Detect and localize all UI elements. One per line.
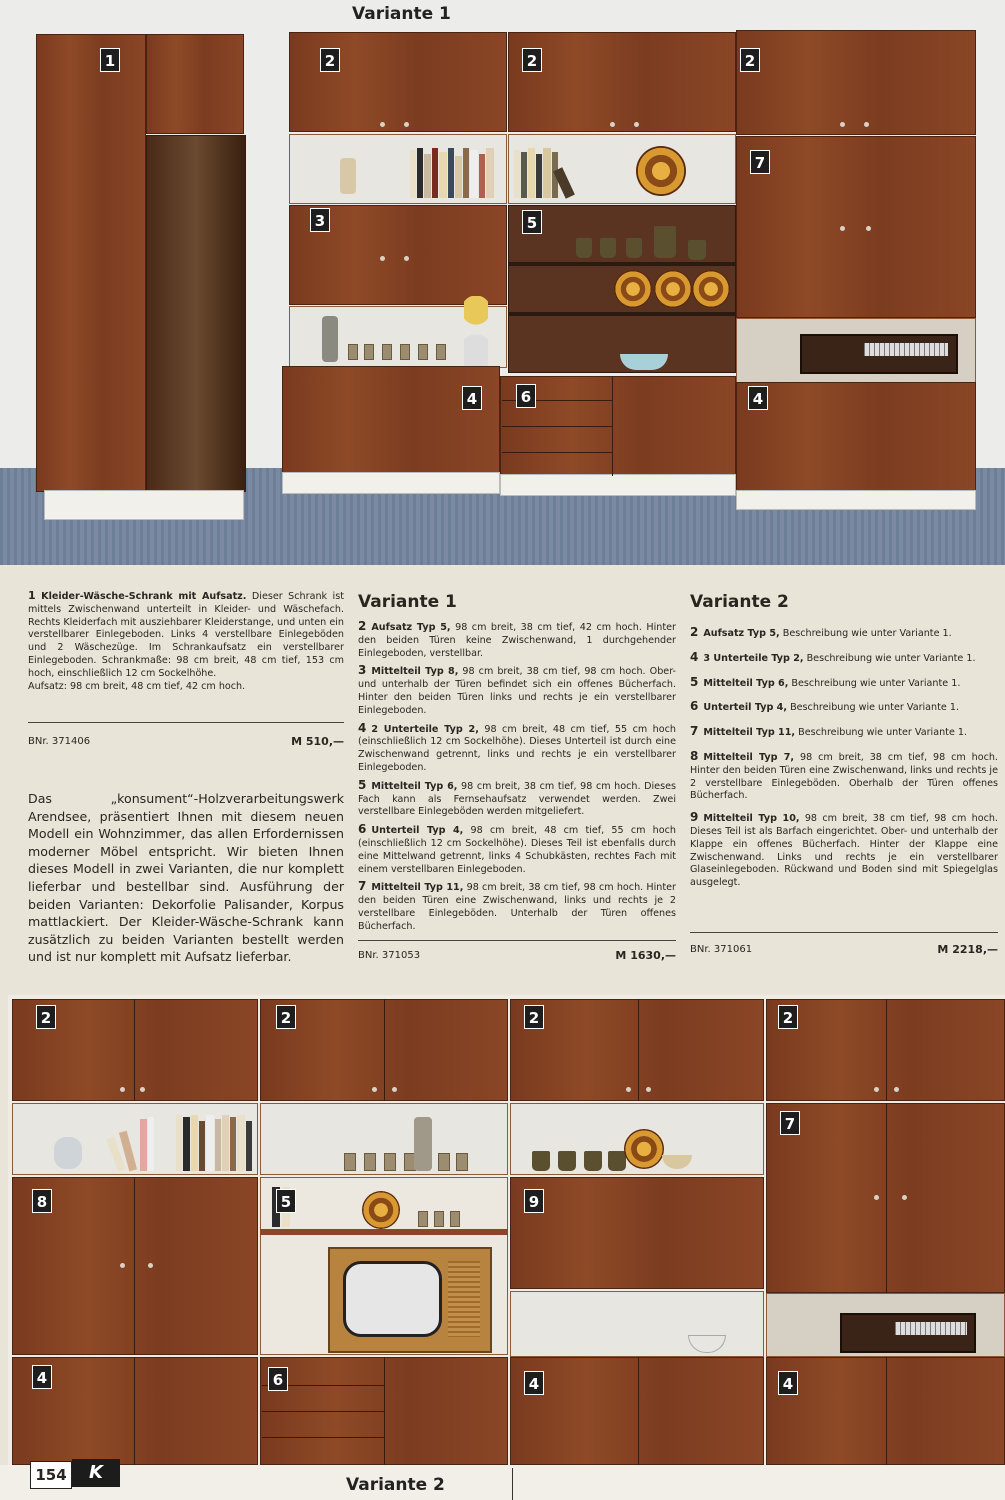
label-5: 5 (522, 210, 542, 234)
label-2: 2 (320, 48, 340, 72)
v2-item (690, 700, 998, 715)
decorative-plate (692, 270, 730, 308)
cup (584, 1151, 602, 1171)
book-row (514, 146, 590, 198)
knob (840, 122, 845, 127)
variante1-bnr: BNr. 371053 (358, 950, 421, 961)
decorative-plate (614, 270, 652, 308)
konsument-logo: K (72, 1459, 120, 1487)
jar (54, 1137, 82, 1169)
v1-item-number: 5 (358, 777, 367, 792)
knob (380, 122, 385, 127)
door-split (886, 999, 887, 1101)
label-2: 2 (524, 1005, 544, 1029)
unit-4-right (736, 382, 976, 492)
door-split (638, 999, 639, 1101)
intro-paragraph: Das „konsument“-Holzverarbeitungswerk Arendsee, präsentiert Ihnen mit diesem neuen Modell ein Wohnzimmer, das allen Erfordernissen moderner Möbel entspricht. Wir bieten Ihnen dieses Modell in zwei Varianten, die nur komplett lieferbar und bestellbar sind. Ausführung der beiden Varianten: Dekorfolie Palisander, Korpus mattlackiert. Der Kleider-Wäsche-Schrank kann zusätzlich zu beiden Varianten bestellt werden und ist nur komplett mit Aufsatz lieferbar. (28, 791, 344, 965)
knob (140, 1087, 145, 1092)
v1-item-title: 2 Unterteile Typ 2, (371, 723, 479, 735)
cup (688, 240, 706, 260)
v2-item-title: Aufsatz Typ 5, (703, 628, 780, 639)
item1-text (28, 590, 344, 693)
item1-title: Kleider-Wäsche-Schrank mit Aufsatz. (41, 591, 247, 602)
item1-body: Dieser Schrank ist mittels Zwischenwand unterteilt in Kleider- und Wäschefach. Rechts Kleiderfach mit ausziehbarer Kleiderstange, und unten ein verstellbarer Einlegeboden. Links 4 verstellbare Einlegeböden und 2 Wäschezüge. Im Schrankaufsatz ein verstellbarer Einlegeboden. Schrankmaße: 98 cm breit, 48 cm tief, 153 cm hoch, einschließlich 12 cm Sockelhöhe. (28, 591, 344, 679)
page-footer (0, 1465, 1005, 1500)
v1-item (358, 823, 676, 876)
v2-item-body: Beschreibung wie unter Variante 1. (782, 628, 952, 639)
v2-item-number: 5 (690, 674, 699, 689)
v2-item (690, 651, 998, 666)
v1-item-title: Aufsatz Typ 5, (371, 622, 451, 633)
v2-item (690, 811, 998, 890)
bottom-photo (8, 995, 1005, 1465)
v1-item (358, 779, 676, 819)
glass (382, 344, 392, 360)
label-2: 2 (522, 48, 542, 72)
knob (392, 1087, 397, 1092)
drawer-line (502, 452, 612, 453)
v2-item (690, 750, 998, 803)
v2-item-body: Beschreibung wie unter Variante 1. (806, 652, 976, 664)
label-2: 2 (276, 1005, 296, 1029)
label-2: 2 (740, 48, 760, 72)
v2-item-body: 98 cm breit, 38 cm tief, 98 cm hoch. Dieses Teil ist als Barfach eingerichtet. Ober- und unterhalb der Klappe ein offenes Bücherfach. Hinter der Klappe eine Zwischenwand. Links und rechts je ein verstellbarer Glaseinlegeboden. Rückwand und Boden sind mit Spiegelglas ausgelegt. (690, 813, 998, 889)
knob (120, 1087, 125, 1092)
v1-item-title: Mittelteil Typ 11, (371, 882, 464, 894)
v2-item-title: Mittelteil Typ 11, (703, 727, 796, 739)
decorative-plate (654, 270, 692, 308)
v1-item-number: 3 (358, 663, 367, 678)
unit-7-doors (736, 136, 976, 318)
bottom-caption: Variante 2 (346, 1475, 445, 1495)
top-photo (0, 0, 1005, 565)
label-4: 4 (32, 1365, 52, 1389)
label-4: 4 (748, 386, 768, 410)
label-4: 4 (778, 1371, 798, 1395)
glass (438, 1153, 450, 1171)
shelf-board (508, 262, 736, 266)
door-split (134, 999, 135, 1101)
unit-9 (510, 1177, 764, 1289)
wardrobe-glass-door (146, 135, 246, 492)
v2-item-title: Unterteil Typ 4, (703, 702, 787, 714)
v1-item (358, 664, 676, 717)
label-2: 2 (778, 1005, 798, 1029)
glass (456, 1153, 468, 1171)
v2-item-number: 8 (690, 748, 699, 763)
v2-item-number: 9 (690, 810, 699, 825)
book-row (410, 146, 504, 198)
knob (874, 1087, 879, 1092)
v2-item-body: Beschreibung wie unter Variante 1. (791, 677, 961, 689)
glass (344, 1153, 356, 1171)
label-9: 9 (524, 1189, 544, 1213)
top-caption: Variante 1 (352, 4, 451, 24)
cup (532, 1151, 550, 1171)
door-split (886, 1357, 887, 1465)
cup (600, 238, 616, 258)
v1-item-title: Mittelteil Typ 8, (371, 666, 459, 678)
knob (646, 1087, 651, 1092)
v2-item (690, 676, 998, 691)
radio (800, 334, 958, 374)
variante1-heading: Variante 1 (358, 592, 457, 612)
knob (404, 122, 409, 127)
glass (364, 344, 374, 360)
glass (400, 344, 410, 360)
glass (364, 1153, 376, 1171)
decorative-plate (636, 146, 686, 196)
knob (874, 1195, 879, 1200)
label-4: 4 (524, 1371, 544, 1395)
shelf-board (260, 1229, 508, 1235)
label-1: 1 (100, 48, 120, 72)
door-split (134, 1177, 135, 1355)
v2-item-number: 2 (690, 625, 699, 639)
v2-item-title: Mittelteil Typ 7, (703, 751, 795, 763)
door-split (638, 1357, 639, 1465)
v1-item-body: 98 cm breit, 38 cm tief, 98 cm hoch. Dieses Fach kann als Fernsehaufsatz verwendet werden. Zwei verstellbare Einlegeböden werden mitgeliefert. (358, 780, 676, 818)
item1-rule (28, 722, 344, 723)
v1-item (358, 722, 676, 775)
glass (436, 344, 446, 360)
v2-item-number: 7 (690, 724, 699, 739)
label-4: 4 (462, 386, 482, 410)
cup (608, 1151, 626, 1171)
unit-2-left (289, 32, 507, 132)
label-7: 7 (780, 1111, 800, 1135)
v1-item-number: 2 (358, 619, 367, 633)
glass (450, 1211, 460, 1227)
label-2: 2 (36, 1005, 56, 1029)
variante2-rule (690, 932, 998, 933)
door-split (134, 1357, 135, 1465)
tv-speaker (448, 1261, 480, 1336)
drawer-line (502, 426, 612, 427)
vase (340, 158, 356, 194)
book-row (112, 1113, 258, 1171)
item1-aufsatz: Aufsatz: 98 cm breit, 48 cm tief, 42 cm hoch. (28, 680, 246, 692)
variante2-items (690, 626, 998, 894)
plinth-left (282, 472, 500, 494)
v1-item-body: 98 cm breit, 48 cm tief, 55 cm hoch (einschließlich 12 cm Sockelhöhe). Dieses Teil ist ebenfalls durch eine Mittelwand getrennt, links 4 Schubkästen, rechtes Fach mit einem verstellbaren Einlegeboden. (358, 825, 676, 875)
knob (866, 226, 871, 231)
wardrobe-top-right (146, 34, 244, 134)
variante2-bnr: BNr. 371061 (690, 944, 753, 955)
open-shelf (510, 1291, 764, 1357)
radio (840, 1313, 976, 1353)
v1-item-body: 98 cm breit, 48 cm tief, 55 cm hoch (einschließlich 12 cm Sockelhöhe). Dieses Unterteil ist durch eine Zwischenwand getrennt, links und rechts je ein verstellbarer Einlegeboden. (358, 723, 676, 773)
door-split (384, 1357, 385, 1465)
door-split (886, 1103, 887, 1293)
knob (894, 1087, 899, 1092)
v1-item (358, 620, 676, 660)
glass (384, 1153, 396, 1171)
v1-item-body: 98 cm breit, 38 cm tief, 98 cm hoch. Hinter den beiden Türen eine Zwischenwand, links und rechts je 2 verstellbare Einlegeböden. Unterhalb der Türen offenes Bücherfach. (358, 882, 676, 932)
variante2-heading: Variante 2 (690, 592, 789, 612)
drawer-line (262, 1437, 384, 1438)
label-6: 6 (268, 1367, 288, 1391)
label-6: 6 (516, 384, 536, 408)
flower-vase (464, 296, 488, 366)
unit-2 (510, 999, 764, 1101)
variante1-rule (358, 940, 676, 941)
v1-item (358, 880, 676, 933)
knob (148, 1263, 153, 1268)
knob (380, 256, 385, 261)
decanter (322, 316, 338, 362)
decorative-plate (624, 1129, 664, 1169)
label-8: 8 (32, 1189, 52, 1213)
item1-number: 1 (28, 589, 36, 602)
v1-item-number: 7 (358, 879, 367, 894)
v2-item-body: Beschreibung wie unter Variante 1. (798, 727, 968, 739)
label-3: 3 (310, 208, 330, 232)
knob (610, 122, 615, 127)
v2-item (690, 626, 998, 641)
item1-bnr: BNr. 371406 (28, 736, 91, 747)
v2-item-number: 4 (690, 649, 699, 664)
cup (558, 1151, 576, 1171)
shelf-board (508, 312, 736, 316)
tv-screen (343, 1261, 442, 1336)
plinth-middle (500, 474, 736, 496)
knob (372, 1087, 377, 1092)
glass (418, 344, 428, 360)
cup (626, 238, 642, 258)
unit-4-left (282, 366, 500, 474)
v2-item-title: Mittelteil Typ 10, (703, 813, 800, 825)
variante1-items (358, 620, 676, 938)
v2-item-body: 98 cm breit, 38 cm tief, 98 cm hoch. Hinter den beiden Türen eine Zwischenwand, links und rechts je 2 verstellbare Einlegeböden. Oberhalb der Türen offenes Bücherfach. (690, 751, 998, 802)
v2-item (690, 725, 998, 740)
glass (434, 1211, 444, 1227)
footer-divider (512, 1468, 513, 1500)
knob (404, 256, 409, 261)
unit-2-middle (508, 32, 736, 132)
cup (576, 238, 592, 258)
v2-item-body: Beschreibung wie unter Variante 1. (790, 702, 960, 714)
plinth-right (736, 490, 976, 510)
v1-item-number: 4 (358, 720, 367, 735)
door-split (384, 999, 385, 1101)
knob (120, 1263, 125, 1268)
divider (612, 376, 613, 476)
v2-item-title: Mittelteil Typ 6, (703, 677, 789, 689)
knob (626, 1087, 631, 1092)
knob (902, 1195, 907, 1200)
v1-item-body: 98 cm breit, 38 cm tief, 98 cm hoch. Ober- und unterhalb der Türen befindet sich ein offenes Bücherfach. Hinter den beiden Türen links und rechts je ein verstellbarer Einlegeboden. (358, 666, 676, 716)
television (328, 1247, 492, 1353)
unit-2-right (736, 30, 976, 135)
v1-item-title: Mittelteil Typ 6, (371, 780, 458, 792)
variante1-price: M 1630,— (615, 949, 676, 962)
decanter (414, 1117, 432, 1171)
item1-price: M 510,— (291, 735, 344, 748)
unit-4 (510, 1357, 764, 1465)
v2-item-number: 6 (690, 699, 699, 714)
v1-item-title: Unterteil Typ 4, (371, 825, 464, 837)
knob (634, 122, 639, 127)
label-5: 5 (276, 1189, 296, 1213)
glass (418, 1211, 428, 1227)
wardrobe-plinth (44, 490, 244, 520)
glass (348, 344, 358, 360)
page-number: 154 (30, 1461, 72, 1489)
decorative-plate (362, 1191, 400, 1229)
knob (864, 122, 869, 127)
label-7: 7 (750, 150, 770, 174)
wardrobe-body (36, 34, 146, 492)
knob (840, 226, 845, 231)
variante2-price: M 2218,— (937, 943, 998, 956)
v1-item-number: 6 (358, 822, 367, 837)
jug (654, 226, 676, 258)
drawer-line (262, 1411, 384, 1412)
v2-item-title: 3 Unterteile Typ 2, (703, 652, 804, 664)
v1-item-body: 98 cm breit, 38 cm tief, 42 cm hoch. Hinter den beiden Türen keine Zwischenwand, 1 durchgehender Einlegeboden, verstellbar. (358, 622, 676, 659)
